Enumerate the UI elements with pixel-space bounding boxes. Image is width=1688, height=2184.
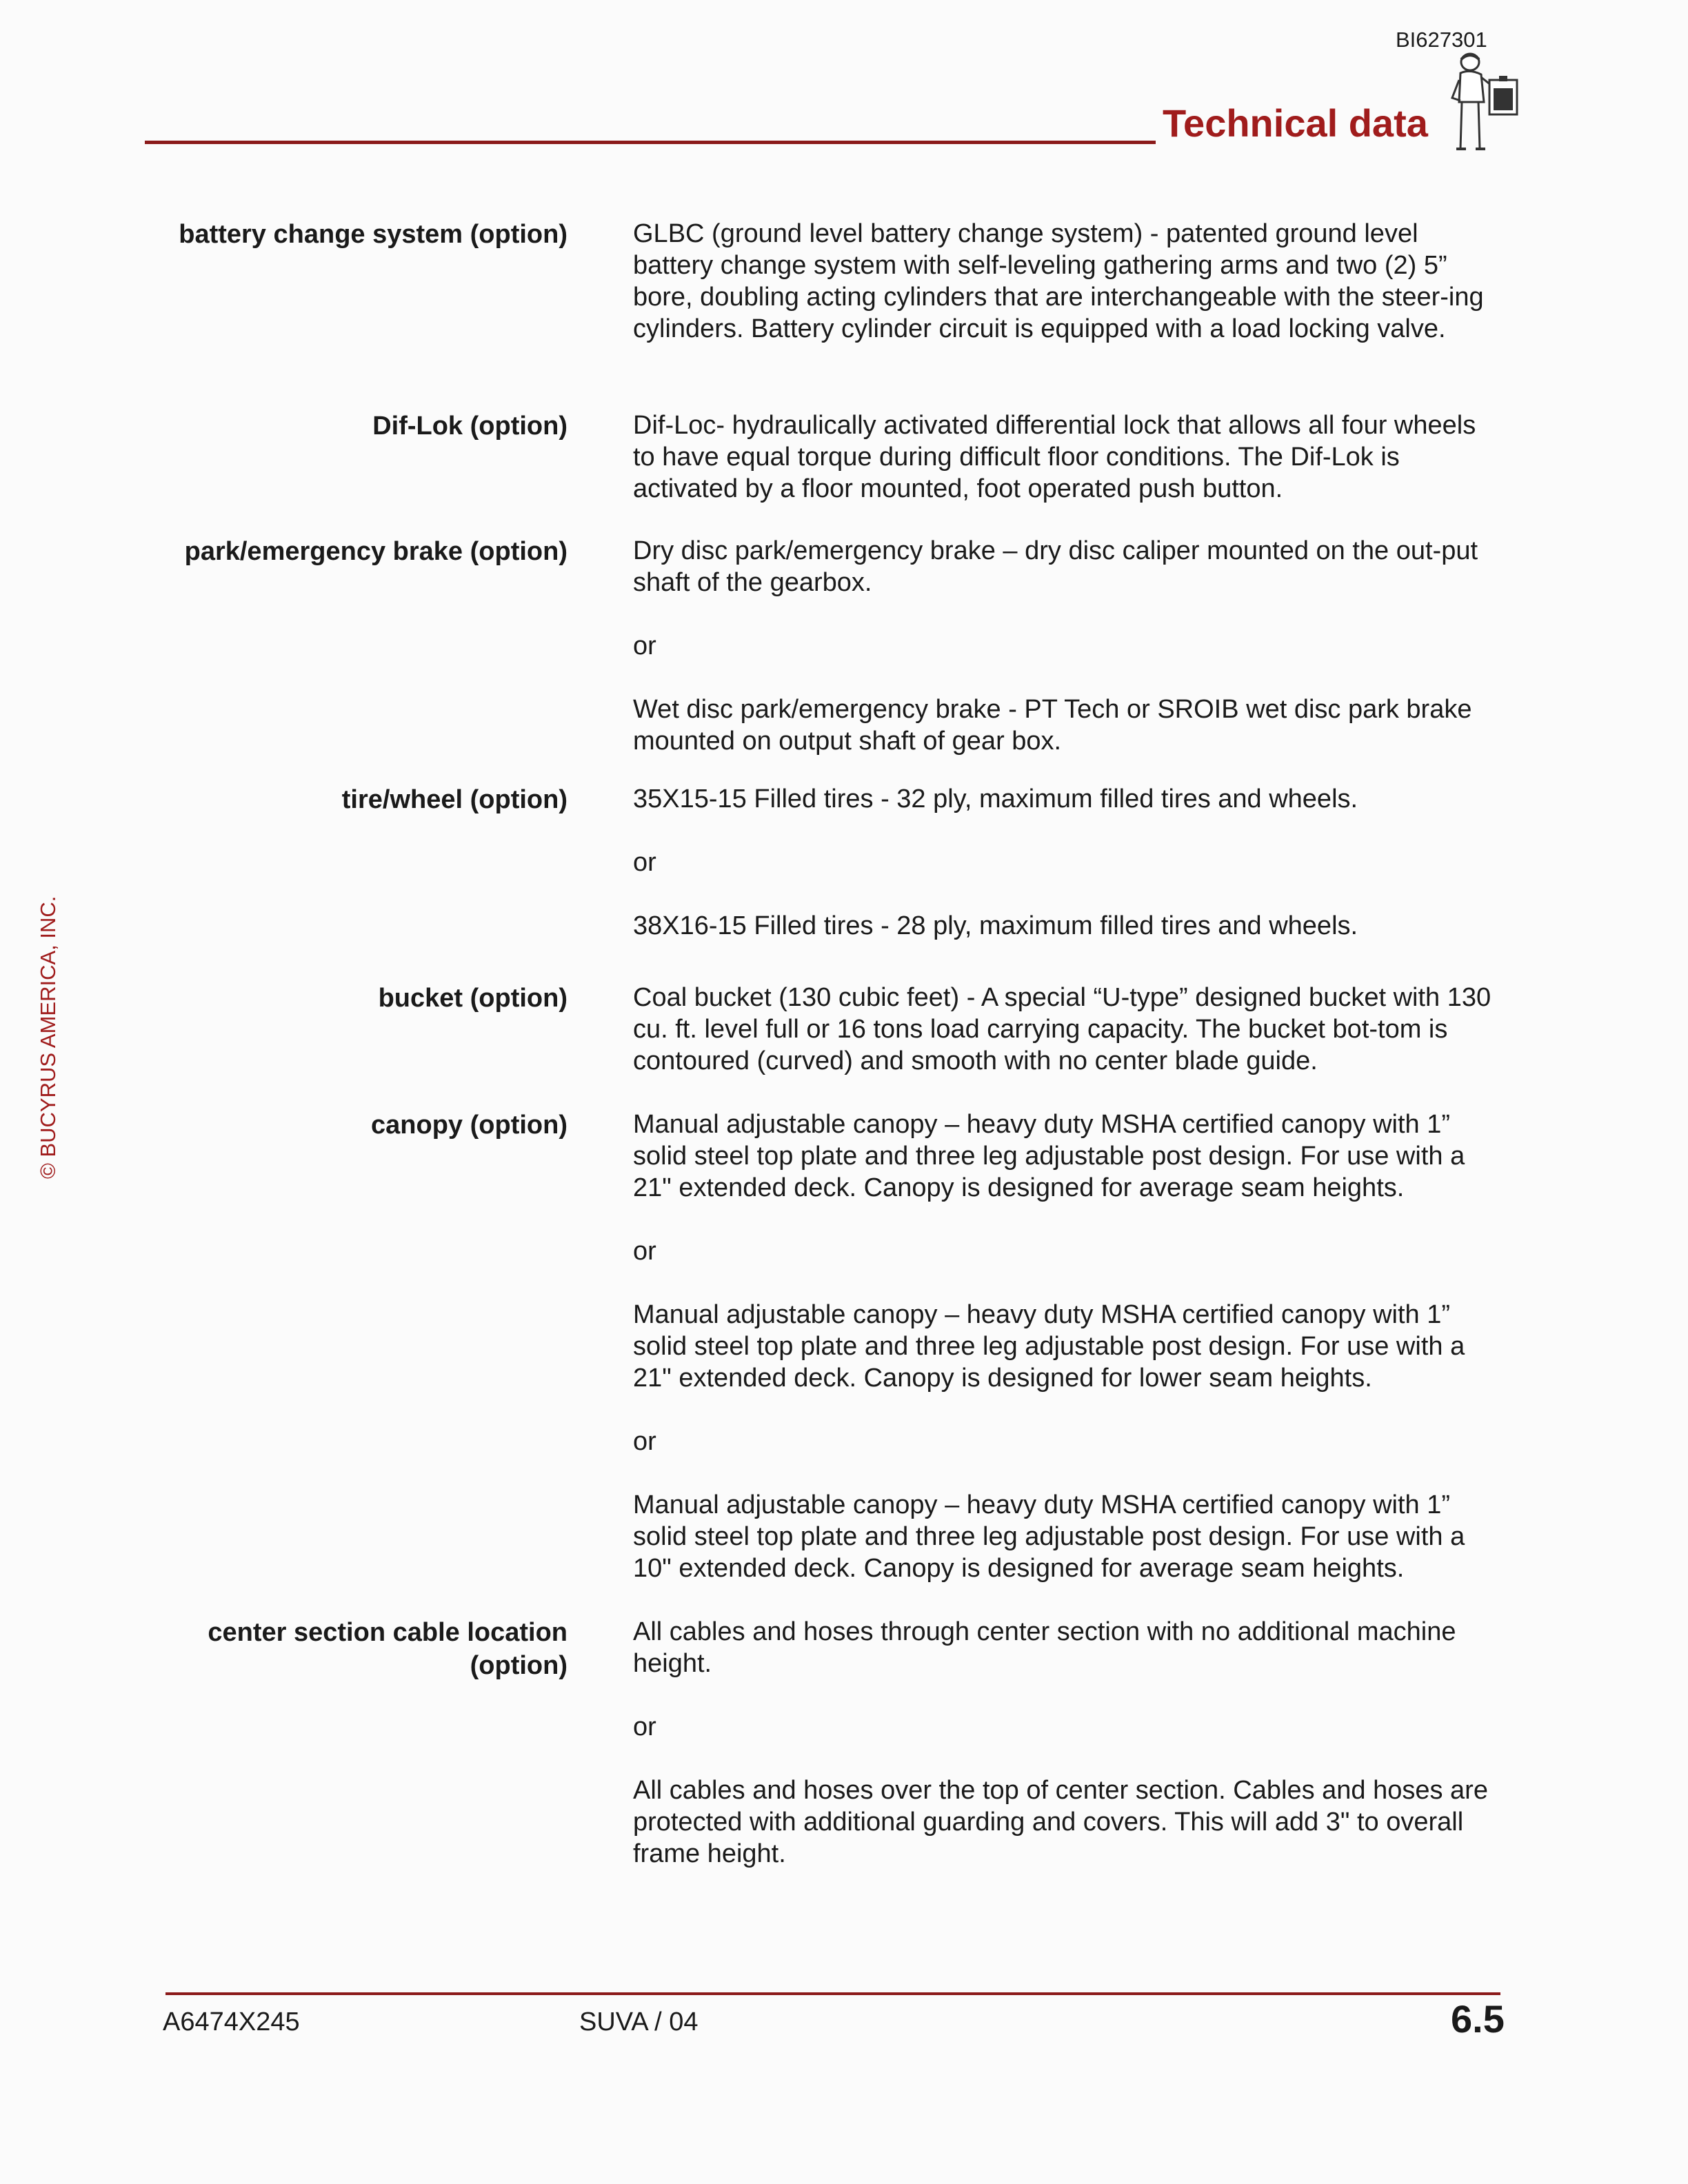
spec-paragraph: or: [633, 1427, 656, 1456]
spec-label: park/emergency brake (option): [184, 537, 567, 566]
spec-label: canopy (option): [371, 1111, 567, 1140]
spec-paragraph: or: [633, 848, 656, 877]
spec-paragraph: 35X15-15 Filled tires - 32 ply, maximum filled tires and wheels.: [633, 785, 1358, 813]
spec-paragraph: Dry disc park/emergency brake – dry disc caliper mounted on the out-put shaft of the gearbox.: [633, 536, 1478, 597]
spec-label: center section cable location (option): [208, 1618, 567, 1680]
page-number: 6.5: [1451, 1997, 1505, 2041]
spec-paragraph: Manual adjustable canopy – heavy duty MSHA certified canopy with 1” solid steel top plate and three leg adjustable post design. For use with a 21" extended deck. Canopy is designed for lower seam heights.: [633, 1300, 1465, 1393]
spec-description: [633, 535, 1503, 757]
spec-description: [633, 1109, 1503, 1584]
page-title: Technical data: [1163, 101, 1428, 145]
spec-description: [633, 1616, 1503, 1870]
spec-label: battery change system (option): [179, 220, 567, 249]
footer-revision: SUVA / 04: [579, 2008, 699, 2036]
spec-paragraph: All cables and hoses through center section with no additional machine height.: [633, 1617, 1456, 1678]
spec-paragraph: or: [633, 1237, 656, 1266]
spec-label: tire/wheel (option): [341, 785, 567, 814]
spec-paragraph: Manual adjustable canopy – heavy duty MSHA certified canopy with 1” solid steel top plate and three leg adjustable post design. For use with a 21" extended deck. Canopy is designed for average seam heights.: [633, 1110, 1465, 1202]
technician-with-clipboard-icon: [1447, 52, 1523, 156]
spec-label: bucket (option): [378, 984, 567, 1013]
copyright-notice: © BUCYRUS AMERICA, INC.: [36, 896, 60, 1179]
footer-part-number: A6474X245: [163, 2008, 300, 2036]
spec-paragraph: 38X16-15 Filled tires - 28 ply, maximum filled tires and wheels.: [633, 911, 1358, 940]
spec-paragraph: All cables and hoses over the top of center section. Cables and hoses are protected with additional guarding and covers. This will add 3" to overall frame height.: [633, 1776, 1488, 1868]
spec-description: [633, 982, 1503, 1077]
spec-paragraph: Wet disc park/emergency brake - PT Tech or SROIB wet disc park brake mounted on output shaft of gear box.: [633, 695, 1472, 756]
spec-paragraph: or: [633, 1712, 656, 1741]
spec-paragraph: Coal bucket (130 cubic feet) - A special “U-type” designed bucket with 130 cu. ft. level full or 16 tons load carrying capacity. The bucket bot-tom is contoured (curved) and smooth with no center blade guide.: [633, 983, 1491, 1075]
spec-paragraph: Dif-Loc- hydraulically activated differential lock that allows all four wheels to have equal torque during difficult floor conditions. The Dif-Lok is activated by a floor mounted, foot operated push button.: [633, 411, 1476, 503]
spec-paragraph: Manual adjustable canopy – heavy duty MSHA certified canopy with 1” solid steel top plate and three leg adjustable post design. For use with a 10" extended deck. Canopy is designed for average seam heights.: [633, 1490, 1465, 1583]
spec-description: [633, 783, 1503, 942]
spec-paragraph: GLBC (ground level battery change system) - patented ground level battery change system with self-leveling gathering arms and two (2) 5” bore, doubling acting cylinders that are interchangeable with the steer-ing cylinders. Battery cylinder circuit is equipped with a load locking valve.: [633, 219, 1484, 343]
spec-description: [633, 410, 1503, 505]
title-rule: [145, 141, 1156, 144]
spec-description: [633, 218, 1503, 345]
spec-paragraph: or: [633, 631, 656, 660]
document-id: BI627301: [1396, 28, 1487, 52]
footer-rule: [165, 1992, 1500, 1995]
spec-label: Dif-Lok (option): [372, 412, 567, 441]
